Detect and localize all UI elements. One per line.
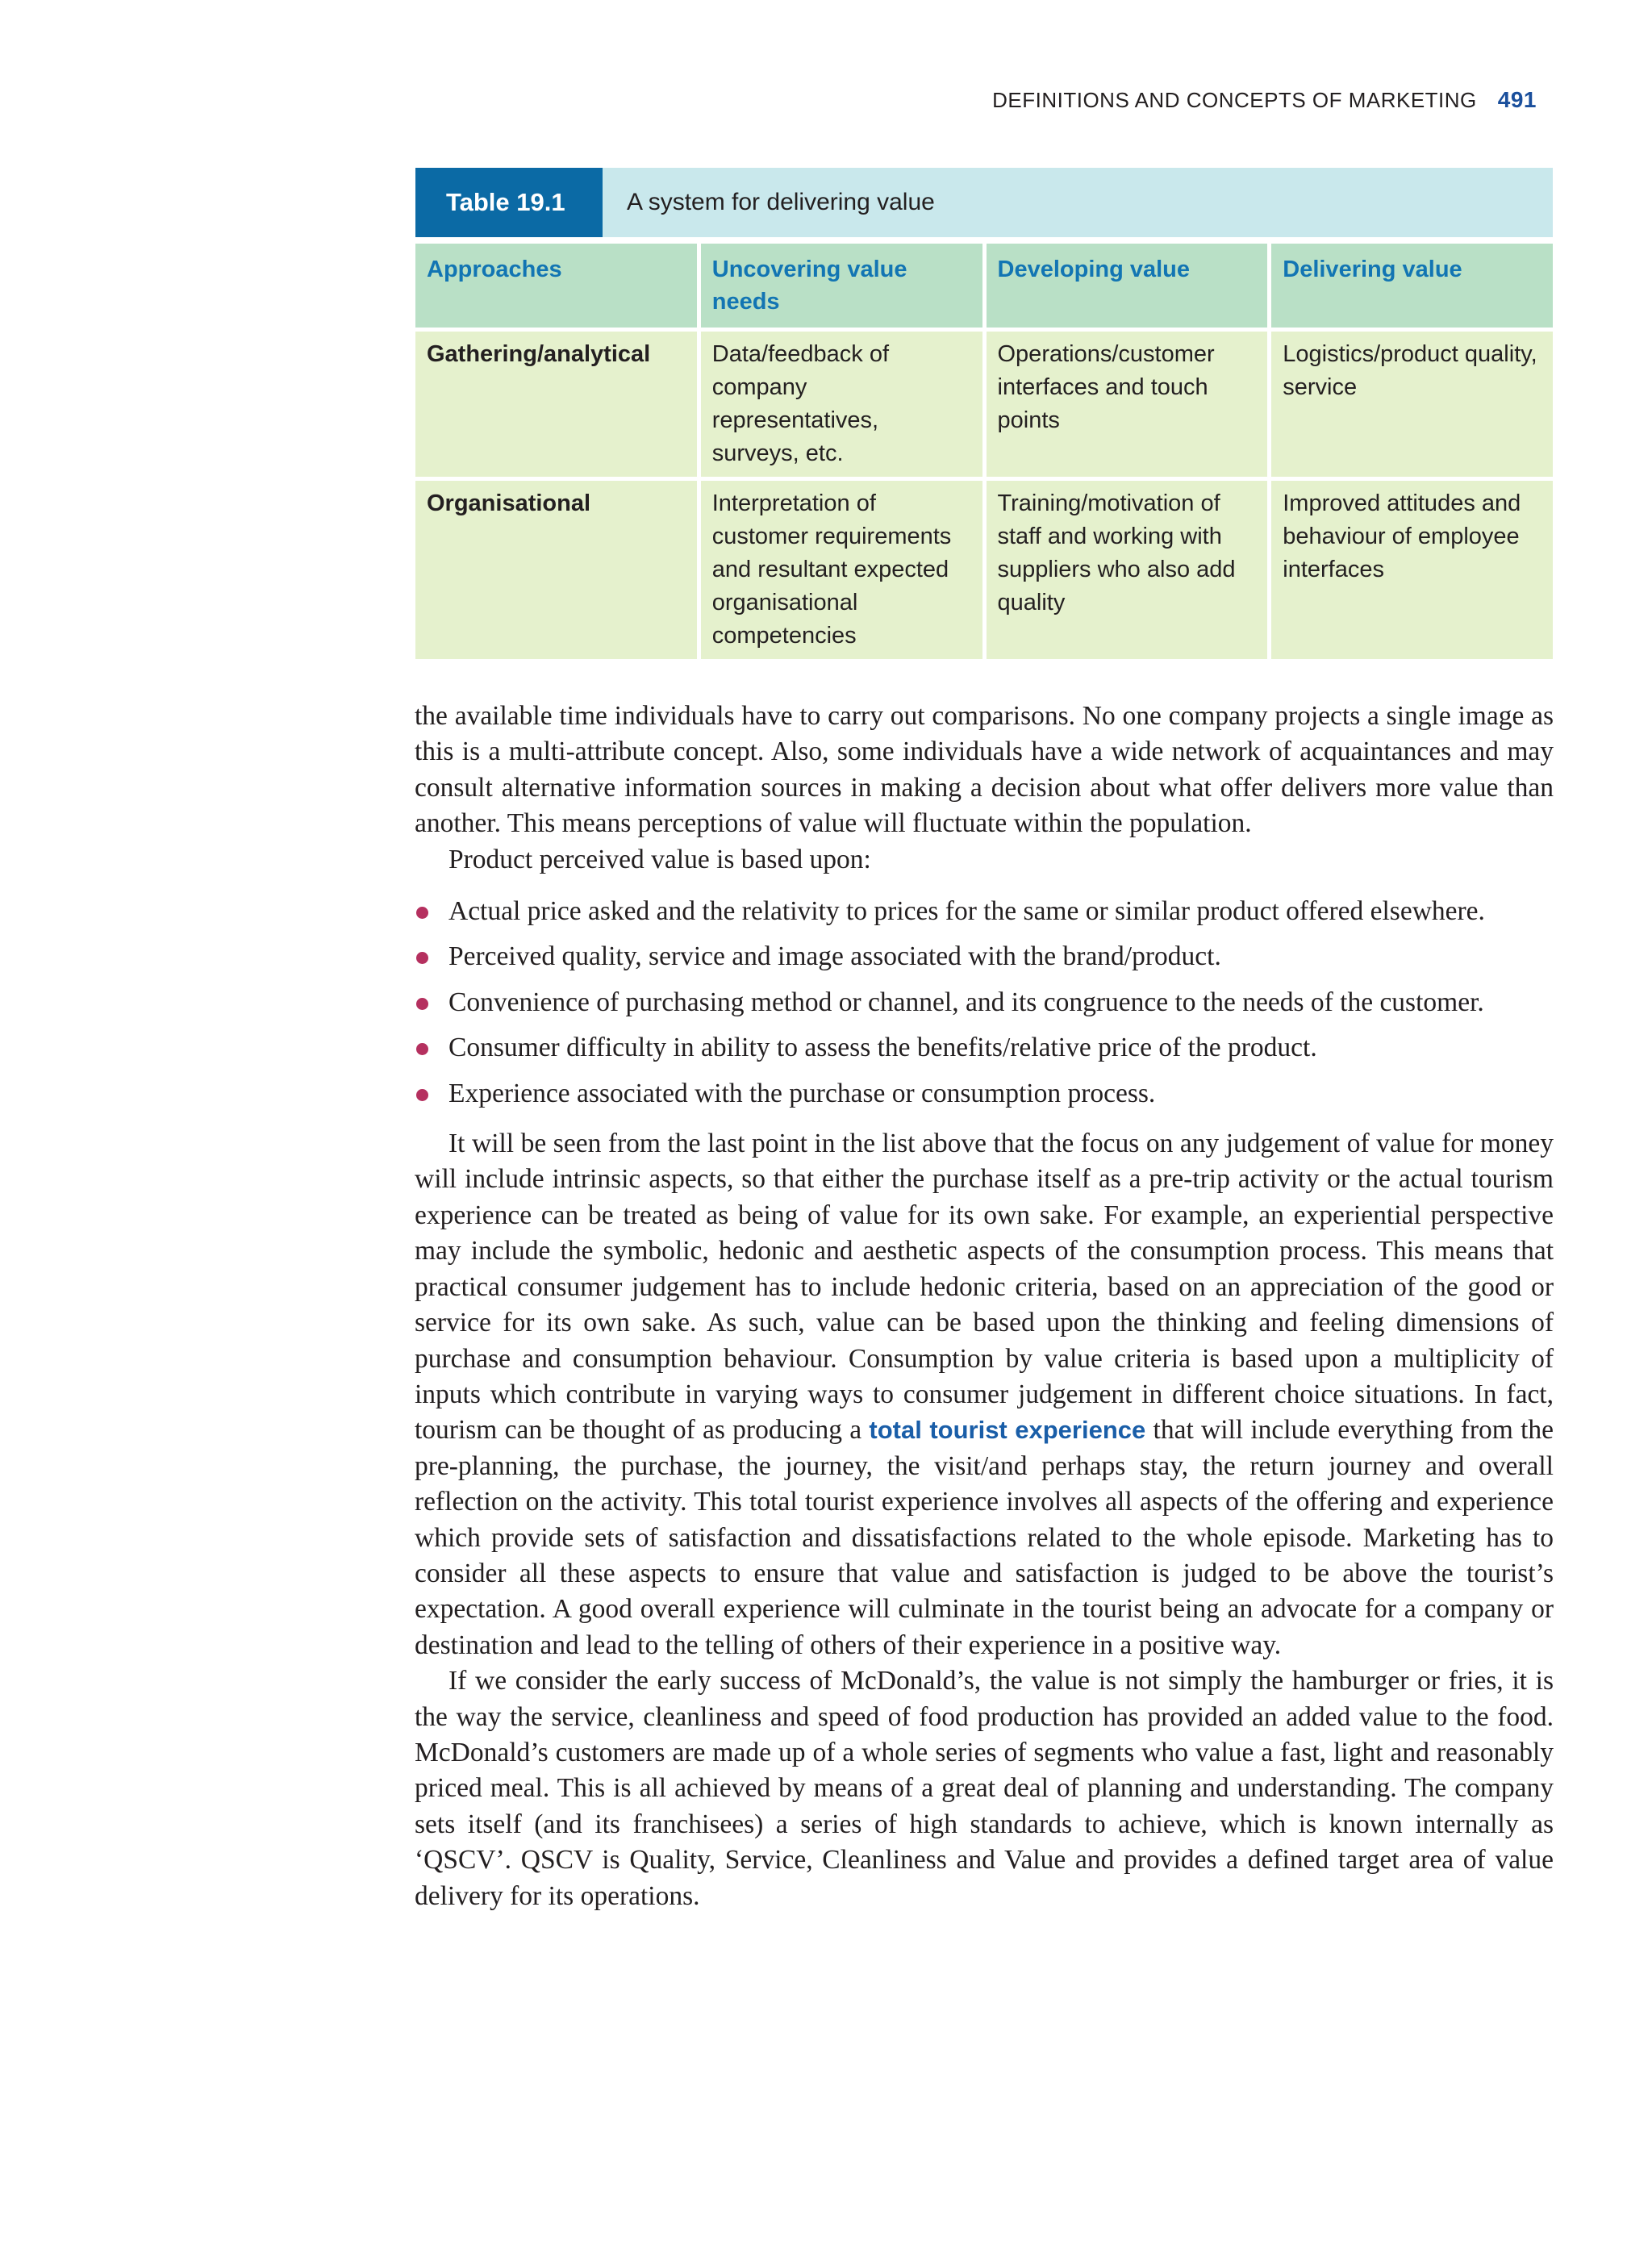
cell-developing: Operations/customer interfaces and touch points	[987, 332, 1268, 477]
list-item-text: Actual price asked and the relativity to prices for the same or similar product offered elsewhere.	[448, 896, 1485, 927]
column-header-delivering: Delivering value	[1271, 244, 1553, 328]
list-item	[415, 1076, 1554, 1112]
list-item-text: Consumer difficulty in ability to assess the benefits/relative price of the product.	[448, 1033, 1317, 1063]
cell-uncovering: Data/feedback of company representatives, surveys, etc.	[701, 332, 982, 477]
paragraph	[415, 1126, 1554, 1663]
paragraph-text: that will include everything from the pre-planning, the purchase, the journey, the visit/and perhaps stay, the return journey and overall reflection on the activity. This total tourist experience involves all aspects of the offering and experience which provide sets of satisfaction and dissatisfactions related to the whole episode. Marketing has to consider all these aspects to ensure that value and satisfaction is judged to be above the tourist’s expectation. A good overall experience will culminate in the tourist being an advocate for a company or destination and lead to the telling of others of their experience in a positive way.	[415, 1415, 1554, 1660]
cell-uncovering: Interpretation of customer requirements and resultant expected organisational competencies	[701, 481, 982, 659]
running-title: DEFINITIONS AND CONCEPTS OF MARKETING	[992, 88, 1477, 112]
page-number: 491	[1497, 87, 1537, 112]
column-header-developing: Developing value	[987, 244, 1268, 328]
table-title: A system for delivering value	[627, 189, 935, 215]
row-approach: Gathering/analytical	[415, 332, 697, 477]
list-item-text: Convenience of purchasing method or channel, and its congruence to the needs of the customer.	[448, 987, 1484, 1017]
table-19-1	[415, 168, 1553, 663]
list-item	[415, 985, 1554, 1020]
table-caption	[415, 168, 1553, 237]
bullet-icon	[416, 998, 428, 1010]
table-header-row	[415, 244, 1553, 328]
bullet-icon	[416, 907, 428, 919]
body-text	[415, 699, 1554, 1914]
paragraph: the available time individuals have to carry out comparisons. No one company projects a single image as this is a multi-attribute concept. Also, some individuals have a wide network of acquaintances and may consult alternative information sources in making a decision about what offer delivers more value than another. This means perceptions of value will fluctuate within the population.	[415, 701, 1554, 839]
key-term: total tourist experience	[869, 1416, 1146, 1445]
value-delivery-table	[411, 240, 1557, 663]
paragraph: Product perceived value is based upon:	[448, 844, 871, 874]
bullet-icon	[416, 952, 428, 964]
list-item	[415, 939, 1554, 974]
bullet-icon	[416, 1043, 428, 1055]
running-header	[992, 87, 1537, 113]
table-row	[415, 332, 1553, 477]
list-item-text: Perceived quality, service and image associated with the brand/product.	[448, 941, 1221, 972]
list-item-text: Experience associated with the purchase or consumption process.	[448, 1078, 1156, 1108]
table-row	[415, 481, 1553, 659]
cell-delivering: Improved attitudes and behaviour of employee interfaces	[1271, 481, 1553, 659]
column-header-uncovering: Uncovering value needs	[701, 244, 982, 328]
cell-delivering: Logistics/product quality, service	[1271, 332, 1553, 477]
column-header-approaches: Approaches	[415, 244, 697, 328]
row-approach: Organisational	[415, 481, 697, 659]
cell-developing: Training/motivation of staff and working with suppliers who also add quality	[987, 481, 1268, 659]
list-item	[415, 1030, 1554, 1066]
paragraph: If we consider the early success of McDonald’s, the value is not simply the hamburger or fries, it is the way the service, cleanliness and speed of food production has provided an added value to the food. McDonald’s customers are made up of a whole series of segments who value a fast, light and reasonably priced meal. This is all achieved by means of a great deal of planning and understanding. The company sets itself (and its franchisees) a series of high standards to achieve, which is known internally as ‘QSCV’. QSCV is Quality, Service, Cleanliness and Value and provides a defined target area of value delivery for its operations.	[415, 1666, 1554, 1911]
paragraph-text: It will be seen from the last point in the list above that the focus on any judgement of value for money will include intrinsic aspects, so that either the purchase itself as a pre-trip activity or the actual tourism experience can be treated as being of value for its own sake. For example, an experiential perspective may include the symbolic, hedonic and aesthetic aspects of the consumption process. This means that practical consumer judgement has to include hedonic criteria, based on an appreciation of the good or service for its own sake. As such, value can be based upon the thinking and feeling dimensions of purchase and consumption behaviour. Consumption by value criteria is based upon a multiplicity of inputs which contribute in varying ways to consumer judgement in different choice situations. In fact, tourism can be thought of as producing a	[415, 1129, 1554, 1446]
list-item	[415, 894, 1554, 929]
bullet-icon	[416, 1089, 428, 1101]
table-number: Table 19.1	[415, 168, 603, 237]
perceived-value-list	[415, 894, 1554, 1112]
